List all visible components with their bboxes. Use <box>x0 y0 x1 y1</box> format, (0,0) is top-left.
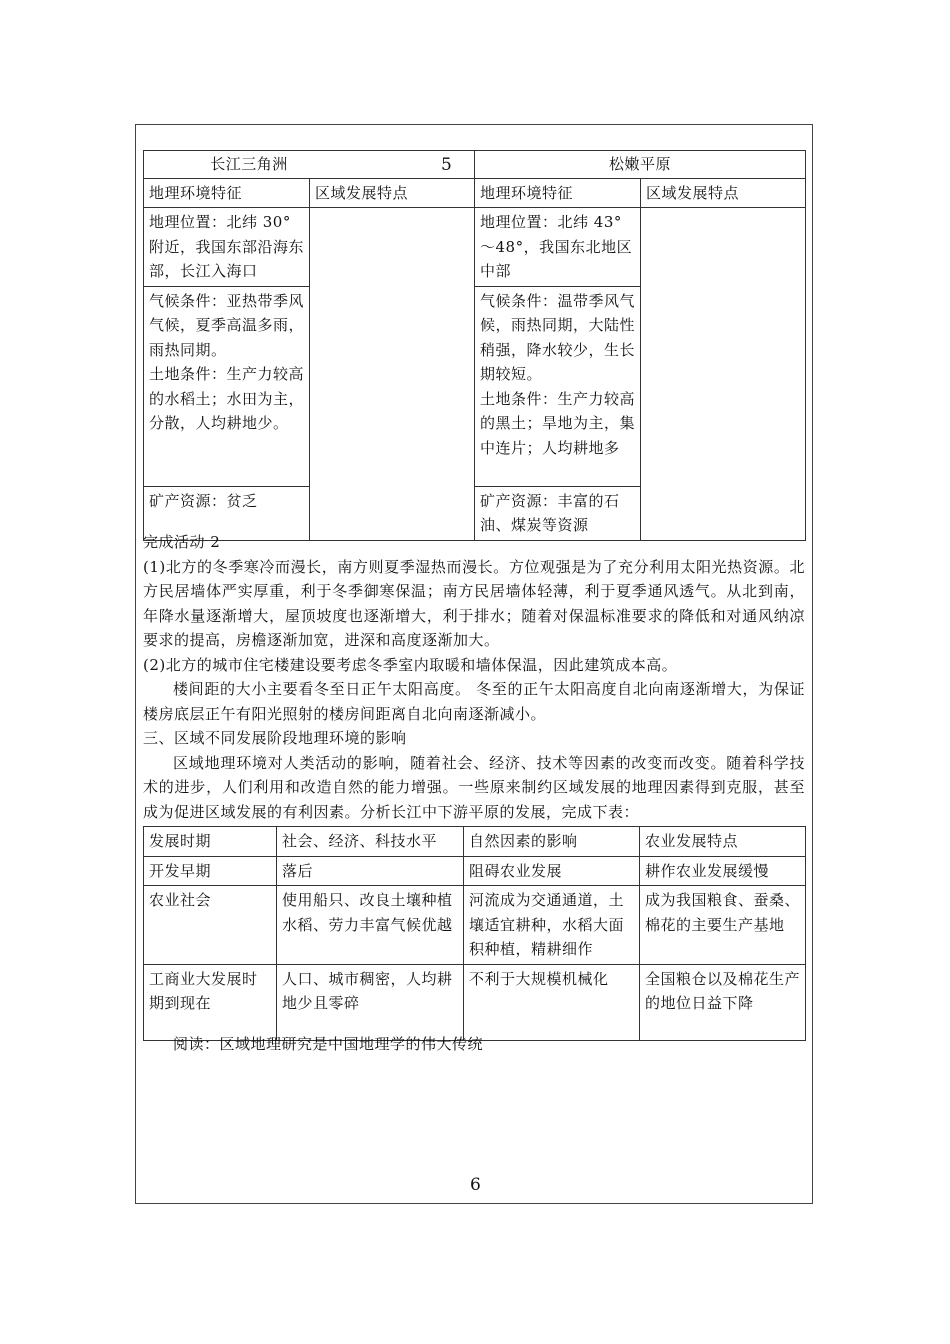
table-cell: 落后 <box>277 856 464 886</box>
section3-intro: 区域地理环境对人类活动的影响，随着社会、经济、技术等因素的改变而改变。随着科学技术的进步，人们利用和改造自然的能力增强。一些原来制约区域发展的地理因素得到克服，甚至成为促进区域发展的有利因素。分析长江中下游平原的发展，完成下表： <box>143 753 805 821</box>
header-agriculture: 农业发展特点 <box>640 827 806 857</box>
right-mineral-cell: 矿产资源：丰富的石油、煤炭等资源 <box>475 486 641 540</box>
activity-paragraph-1: (1)北方的冬季寒冷而漫长，南方则夏季湿热而漫长。方位观强是为了充分利用太阳光热资源。北方民居墙体严实厚重，利于冬季御寒保温；南方民居墙体轻薄，利于夏季通风透气。从北到南，年降水量逐渐增大，屋顶坡度也逐渐增大，利于排水；随着对保温标准要求的降低和对通风纳凉要求的提高，房檐逐渐加宽，进深和高度逐渐加大。 <box>143 557 805 649</box>
right-dev-cell <box>641 208 806 541</box>
col-env-left: 地理环境特征 <box>144 178 310 208</box>
activity-paragraph-2: (2)北方的城市住宅楼建设要考虑冬季室内取暖和墙体保温，因此建筑成本高。 <box>143 655 678 674</box>
section3-heading: 三、区域不同发展阶段地理环境的影响 <box>143 729 407 747</box>
table-cell: 开发早期 <box>144 856 277 886</box>
col-dev-left: 区域发展特点 <box>310 178 475 208</box>
table-cell: 河流成为交通通道，土壤适宜耕种，水稻大面积种植，精耕细作 <box>464 886 640 965</box>
table-cell: 使用船只、改良土壤种植水稻、劳力丰富气候优越 <box>277 886 464 965</box>
left-climate-land-cell <box>144 286 310 486</box>
header-nature: 自然因素的影响 <box>464 827 640 857</box>
page-number-bottom: 6 <box>470 1175 481 1195</box>
col-env-right: 地理环境特征 <box>475 178 641 208</box>
right-climate: 气候条件：温带季风气候，雨热同期，大陆性稍强，降水较少，生长期较短。 <box>480 291 636 383</box>
development-stage-table <box>143 826 806 1041</box>
right-land: 土地条件：生产力较高的黑土；旱地为主，集中连片；人均耕地多 <box>480 389 636 457</box>
col-dev-right: 区域发展特点 <box>641 178 806 208</box>
right-climate-land-cell <box>475 286 641 486</box>
header-period: 发展时期 <box>144 827 277 857</box>
table-cell: 阻碍农业发展 <box>464 856 640 886</box>
table-cell: 工商业大发展时期到现在 <box>144 964 277 1040</box>
table-cell: 人口、城市稠密，人均耕地少且零碎 <box>277 964 464 1040</box>
region-comparison-table <box>143 150 806 541</box>
header-society: 社会、经济、科技水平 <box>277 827 464 857</box>
left-location-cell: 地理位置：北纬 30°附近，我国东部沿海东部，长江入海口 <box>144 208 310 287</box>
activity-title: 完成活动 2 <box>143 533 221 551</box>
table-cell: 全国粮仓以及棉花生产的地位日益下降 <box>640 964 806 1040</box>
right-location-cell: 地理位置：北纬 43°～48°，我国东北地区中部 <box>475 208 641 287</box>
table-cell: 成为我国粮食、蚕桑、棉花的主要生产基地 <box>640 886 806 965</box>
region-left-header: 长江三角洲 <box>144 151 475 179</box>
reading-line: 阅读：区域地理研究是中国地理学的伟大传统 <box>173 1035 484 1053</box>
table-cell: 耕作农业发展缓慢 <box>640 856 806 886</box>
left-dev-cell <box>310 208 475 541</box>
left-mineral-cell: 矿产资源：贫乏 <box>144 486 310 540</box>
activity-block <box>143 530 805 824</box>
left-climate: 气候条件：亚热带季风气候，夏季高温多雨，雨热同期。 <box>149 291 305 359</box>
region-right-header: 松嫩平原 <box>475 151 806 179</box>
page-number-top: 5 <box>441 155 452 175</box>
table-cell: 农业社会 <box>144 886 277 965</box>
table-cell: 不利于大规模机械化 <box>464 964 640 1040</box>
left-land: 土地条件：生产力较高的水稻土；水田为主，分散，人均耕地少。 <box>149 365 305 432</box>
activity-paragraph-3: 楼间距的大小主要看冬至日正午太阳高度。 冬至的正午太阳高度自北向南逐渐增大，为保证楼房底层正午有阳光照射的楼房间距离自北向南逐渐减小。 <box>143 680 805 723</box>
